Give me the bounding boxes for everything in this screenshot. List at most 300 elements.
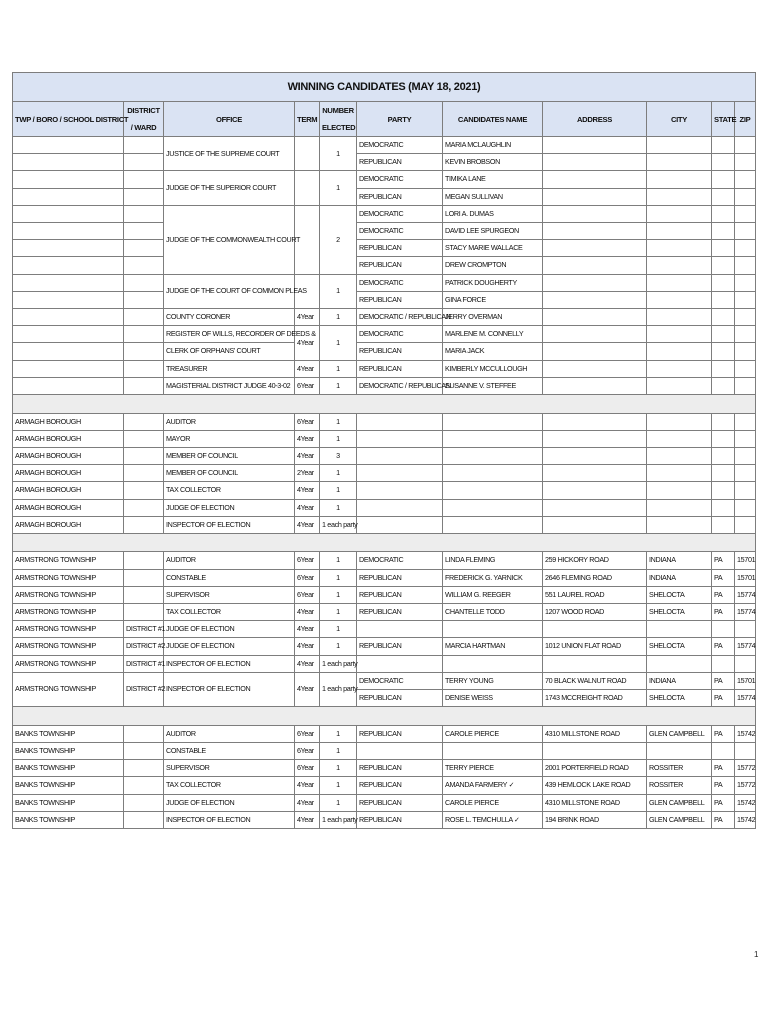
term-cell: 4Year <box>295 430 320 447</box>
state-cell: PA <box>712 672 735 689</box>
table-row <box>13 291 756 308</box>
twp-cell: ARMAGH BOROUGH <box>13 499 124 516</box>
table-row <box>13 257 756 274</box>
table-row <box>13 274 756 291</box>
city-cell <box>647 413 712 430</box>
zip-cell <box>735 516 756 533</box>
col-header-state: STATE <box>712 102 735 137</box>
district-cell <box>124 430 164 447</box>
party-cell: REPUBLICAN <box>357 257 443 274</box>
table-row <box>13 569 756 586</box>
term-cell: 4Year <box>295 482 320 499</box>
table-row <box>13 482 756 499</box>
state-cell <box>712 430 735 447</box>
party-cell: REPUBLICAN <box>357 760 443 777</box>
twp-cell: ARMSTRONG TOWNSHIP <box>13 586 124 603</box>
district-cell <box>124 552 164 569</box>
office-cell: CLERK OF ORPHANS' COURT <box>164 343 295 360</box>
results-sheet <box>12 72 755 829</box>
city-cell: GLEN CAMPBELL <box>647 794 712 811</box>
col-header-city: CITY <box>647 102 712 137</box>
twp-cell: BANKS TOWNSHIP <box>13 811 124 828</box>
table-row <box>13 309 756 326</box>
address-cell <box>543 516 647 533</box>
party-cell <box>357 482 443 499</box>
party-cell: REPUBLICAN <box>357 360 443 377</box>
number-cell: 1 <box>320 430 357 447</box>
party-cell <box>357 413 443 430</box>
address-cell: 1743 MCCREIGHT ROAD <box>543 690 647 707</box>
party-cell: REPUBLICAN <box>357 794 443 811</box>
address-cell <box>543 447 647 464</box>
office-cell: JUSTICE OF THE SUPREME COURT <box>164 137 295 171</box>
number-cell: 1 <box>320 274 357 308</box>
zip-cell: 15772 <box>735 777 756 794</box>
table-row <box>13 240 756 257</box>
twp-cell: ARMSTRONG TOWNSHIP <box>13 604 124 621</box>
candidate-cell: MARIA JACK <box>443 343 543 360</box>
state-cell <box>712 516 735 533</box>
twp-cell: BANKS TOWNSHIP <box>13 725 124 742</box>
candidate-cell <box>443 430 543 447</box>
address-cell <box>543 655 647 672</box>
state-cell <box>712 743 735 760</box>
candidate-cell: TERRY PIERCE <box>443 760 543 777</box>
party-cell <box>357 430 443 447</box>
col-header-term: TERM <box>295 102 320 137</box>
sheet-title: WINNING CANDIDATES (MAY 18, 2021) <box>13 73 756 102</box>
number-cell: 1 <box>320 465 357 482</box>
office-cell: JUDGE OF THE COMMONWEALTH COURT <box>164 205 295 274</box>
table-row <box>13 137 756 154</box>
city-cell: GLEN CAMPBELL <box>647 725 712 742</box>
term-cell: 4Year <box>295 811 320 828</box>
zip-cell <box>735 447 756 464</box>
zip-cell: 15742 <box>735 725 756 742</box>
table-row <box>13 377 756 394</box>
term-cell: 6Year <box>295 413 320 430</box>
table-row <box>13 777 756 794</box>
state-cell <box>712 655 735 672</box>
party-cell: REPUBLICAN <box>357 638 443 655</box>
office-cell: TAX COLLECTOR <box>164 482 295 499</box>
city-cell: SHELOCTA <box>647 586 712 603</box>
party-cell: DEMOCRATIC <box>357 552 443 569</box>
candidate-cell: MARLENE M. CONNELLY <box>443 326 543 343</box>
term-cell: 4Year <box>295 655 320 672</box>
candidate-cell: DAVID LEE SPURGEON <box>443 223 543 240</box>
district-cell <box>124 794 164 811</box>
candidate-cell <box>443 482 543 499</box>
district-cell: DISTRICT #1 <box>124 655 164 672</box>
city-cell <box>647 465 712 482</box>
party-cell: DEMOCRATIC <box>357 205 443 222</box>
zip-cell: 15701 <box>735 552 756 569</box>
city-cell <box>647 516 712 533</box>
term-cell: 4Year <box>295 499 320 516</box>
candidate-cell: TERRY YOUNG <box>443 672 543 689</box>
table-row <box>13 672 756 689</box>
office-cell: SUPERVISOR <box>164 586 295 603</box>
office-cell: INSPECTOR OF ELECTION <box>164 811 295 828</box>
twp-cell: ARMSTRONG TOWNSHIP <box>13 621 124 638</box>
city-cell: INDIANA <box>647 552 712 569</box>
armagh-section <box>13 413 756 533</box>
city-cell: INDIANA <box>647 569 712 586</box>
term-cell: 6Year <box>295 586 320 603</box>
table-row <box>13 760 756 777</box>
city-cell <box>647 482 712 499</box>
address-cell <box>543 621 647 638</box>
candidate-cell: PATRICK DOUGHERTY <box>443 274 543 291</box>
twp-cell: BANKS TOWNSHIP <box>13 777 124 794</box>
number-cell: 1 each party <box>320 672 357 706</box>
candidate-cell: GINA FORCE <box>443 291 543 308</box>
district-cell <box>124 743 164 760</box>
candidate-cell <box>443 621 543 638</box>
address-cell: 70 BLACK WALNUT ROAD <box>543 672 647 689</box>
office-cell: MAGISTERIAL DISTRICT JUDGE 40-3-02 <box>164 377 295 394</box>
table-row <box>13 621 756 638</box>
armstrong-section <box>13 552 756 672</box>
office-cell: JUDGE OF THE COURT OF COMMON PLEAS <box>164 274 295 308</box>
address-cell <box>543 413 647 430</box>
term-cell: 4Year <box>295 360 320 377</box>
office-cell: TREASURER <box>164 360 295 377</box>
district-cell <box>124 604 164 621</box>
city-cell <box>647 621 712 638</box>
twp-cell: ARMAGH BOROUGH <box>13 430 124 447</box>
state-cell <box>712 413 735 430</box>
term-cell: 6Year <box>295 760 320 777</box>
office-cell: MAYOR <box>164 430 295 447</box>
candidate-cell: LORI A. DUMAS <box>443 205 543 222</box>
table-row <box>13 343 756 360</box>
district-cell: DISTRICT #1 <box>124 621 164 638</box>
city-cell: ROSSITER <box>647 760 712 777</box>
office-cell: INSPECTOR OF ELECTION <box>164 516 295 533</box>
office-cell: COUNTY CORONER <box>164 309 295 326</box>
candidate-cell <box>443 655 543 672</box>
district-cell <box>124 777 164 794</box>
candidate-cell <box>443 447 543 464</box>
number-cell: 1 <box>320 777 357 794</box>
address-cell: 2646 FLEMING ROAD <box>543 569 647 586</box>
address-cell: 551 LAUREL ROAD <box>543 586 647 603</box>
state-cell <box>712 465 735 482</box>
section-separator <box>13 707 756 726</box>
section-separator <box>13 395 756 414</box>
twp-cell: ARMSTRONG TOWNSHIP <box>13 638 124 655</box>
candidate-cell: KEVIN BROBSON <box>443 154 543 171</box>
twp-cell: ARMAGH BOROUGH <box>13 413 124 430</box>
candidate-cell: MARIA MCLAUGHLIN <box>443 137 543 154</box>
zip-cell: 15772 <box>735 760 756 777</box>
term-cell: 4Year <box>295 794 320 811</box>
col-header-address: ADDRESS <box>543 102 647 137</box>
term-cell: 4Year <box>295 326 320 360</box>
party-cell: REPUBLICAN <box>357 725 443 742</box>
candidate-cell: CHANTELLE TODD <box>443 604 543 621</box>
state-cell: PA <box>712 604 735 621</box>
term-cell: 4Year <box>295 621 320 638</box>
district-cell <box>124 725 164 742</box>
twp-cell: ARMSTRONG TOWNSHIP <box>13 672 124 706</box>
number-cell: 1 <box>320 137 357 171</box>
number-cell: 1 <box>320 794 357 811</box>
zip-cell <box>735 655 756 672</box>
zip-cell <box>735 621 756 638</box>
party-cell <box>357 516 443 533</box>
city-cell <box>647 655 712 672</box>
address-cell: 194 BRINK ROAD <box>543 811 647 828</box>
office-cell: MEMBER OF COUNCIL <box>164 465 295 482</box>
city-cell: SHELOCTA <box>647 604 712 621</box>
party-cell: DEMOCRATIC <box>357 326 443 343</box>
party-cell: REPUBLICAN <box>357 343 443 360</box>
zip-cell: 15742 <box>735 811 756 828</box>
number-cell: 1 <box>320 309 357 326</box>
party-cell <box>357 743 443 760</box>
number-cell: 1 <box>320 725 357 742</box>
party-cell: DEMOCRATIC <box>357 223 443 240</box>
party-cell: REPUBLICAN <box>357 240 443 257</box>
state-cell: PA <box>712 794 735 811</box>
table-row <box>13 154 756 171</box>
term-cell: 6Year <box>295 552 320 569</box>
table-row <box>13 638 756 655</box>
table-row <box>13 811 756 828</box>
city-cell: SHELOCTA <box>647 638 712 655</box>
table-row <box>13 516 756 533</box>
zip-cell: 15701 <box>735 569 756 586</box>
term-cell: 4Year <box>295 447 320 464</box>
zip-cell <box>735 499 756 516</box>
number-cell: 1 <box>320 586 357 603</box>
term-cell: 6Year <box>295 377 320 394</box>
address-cell <box>543 499 647 516</box>
candidate-cell: MEGAN SULLIVAN <box>443 188 543 205</box>
address-cell <box>543 465 647 482</box>
candidate-cell: TIMIKA LANE <box>443 171 543 188</box>
candidate-cell <box>443 516 543 533</box>
zip-cell <box>735 430 756 447</box>
number-cell: 1 <box>320 638 357 655</box>
number-cell: 1 <box>320 743 357 760</box>
page-number: 1 <box>754 950 759 959</box>
party-cell: REPUBLICAN <box>357 777 443 794</box>
office-cell: TAX COLLECTOR <box>164 777 295 794</box>
district-cell <box>124 499 164 516</box>
table-row <box>13 586 756 603</box>
party-cell <box>357 465 443 482</box>
state-cell <box>712 447 735 464</box>
district-cell <box>124 516 164 533</box>
col-header-candidate: CANDIDATES NAME <box>443 102 543 137</box>
candidate-cell <box>443 413 543 430</box>
table-row <box>13 725 756 742</box>
term-cell: 4Year <box>295 638 320 655</box>
city-cell <box>647 743 712 760</box>
candidate-cell: DENISE WEISS <box>443 690 543 707</box>
office-cell: JUDGE OF ELECTION <box>164 499 295 516</box>
table-row <box>13 205 756 222</box>
zip-cell: 15742 <box>735 794 756 811</box>
office-cell: JUDGE OF ELECTION <box>164 621 295 638</box>
office-cell: INSPECTOR OF ELECTION <box>164 655 295 672</box>
district-cell <box>124 447 164 464</box>
office-cell: JUDGE OF THE SUPERIOR COURT <box>164 171 295 205</box>
city-cell <box>647 430 712 447</box>
table-row <box>13 447 756 464</box>
table-row <box>13 223 756 240</box>
party-cell <box>357 499 443 516</box>
state-cell: PA <box>712 777 735 794</box>
candidate-cell: STACY MARIE WALLACE <box>443 240 543 257</box>
term-cell: 4Year <box>295 672 320 706</box>
state-cell: PA <box>712 638 735 655</box>
state-cell: PA <box>712 690 735 707</box>
city-cell <box>647 499 712 516</box>
zip-cell <box>735 743 756 760</box>
zip-cell <box>735 482 756 499</box>
district-cell <box>124 760 164 777</box>
state-cell: PA <box>712 725 735 742</box>
party-cell <box>357 621 443 638</box>
candidate-cell: KIMBERLY MCCULLOUGH <box>443 360 543 377</box>
city-cell: SHELOCTA <box>647 690 712 707</box>
number-cell: 3 <box>320 447 357 464</box>
col-header-twp: TWP / BORO / SCHOOL DISTRICT <box>13 102 124 137</box>
party-cell: REPUBLICAN <box>357 811 443 828</box>
table-row <box>13 171 756 188</box>
number-cell: 1 <box>320 360 357 377</box>
office-cell: AUDITOR <box>164 413 295 430</box>
office-cell: AUDITOR <box>164 552 295 569</box>
district-cell <box>124 811 164 828</box>
district-cell <box>124 569 164 586</box>
zip-cell: 15774 <box>735 604 756 621</box>
candidate-cell: WILLIAM G. REEGER <box>443 586 543 603</box>
state-cell <box>712 482 735 499</box>
city-cell <box>647 447 712 464</box>
office-cell: SUPERVISOR <box>164 760 295 777</box>
city-cell: ROSSITER <box>647 777 712 794</box>
table-row <box>13 326 756 343</box>
office-cell: CONSTABLE <box>164 569 295 586</box>
district-cell <box>124 482 164 499</box>
party-cell: REPUBLICAN <box>357 586 443 603</box>
party-cell: DEMOCRATIC <box>357 274 443 291</box>
office-cell: AUDITOR <box>164 725 295 742</box>
party-cell: DEMOCRATIC <box>357 672 443 689</box>
state-cell: PA <box>712 552 735 569</box>
table-row <box>13 413 756 430</box>
party-cell: REPUBLICAN <box>357 569 443 586</box>
party-cell: DEMOCRATIC / REPUBLICAN <box>357 377 443 394</box>
party-cell: DEMOCRATIC / REPUBLICAN <box>357 309 443 326</box>
zip-cell: 15701 <box>735 672 756 689</box>
twp-cell: ARMAGH BOROUGH <box>13 447 124 464</box>
address-cell: 1207 WOOD ROAD <box>543 604 647 621</box>
candidate-cell: DREW CROMPTON <box>443 257 543 274</box>
address-cell: 259 HICKORY ROAD <box>543 552 647 569</box>
zip-cell: 15774 <box>735 690 756 707</box>
party-cell <box>357 447 443 464</box>
candidates-table <box>12 72 756 829</box>
term-cell: 4Year <box>295 309 320 326</box>
twp-cell: ARMAGH BOROUGH <box>13 482 124 499</box>
office-cell: JUDGE OF ELECTION <box>164 638 295 655</box>
candidate-cell: MARCIA HARTMAN <box>443 638 543 655</box>
district-cell <box>124 586 164 603</box>
col-header-district: DISTRICT / WARD <box>124 102 164 137</box>
term-cell: 4Year <box>295 777 320 794</box>
term-cell: 4Year <box>295 516 320 533</box>
table-row <box>13 360 756 377</box>
number-cell: 1 <box>320 621 357 638</box>
office-cell: CONSTABLE <box>164 743 295 760</box>
table-row <box>13 430 756 447</box>
candidate-cell: CAROLE PIERCE <box>443 794 543 811</box>
office-cell: REGISTER OF WILLS, RECORDER OF DEEDS & <box>164 326 295 343</box>
number-cell: 1 <box>320 604 357 621</box>
zip-cell <box>735 413 756 430</box>
party-cell: REPUBLICAN <box>357 690 443 707</box>
city-cell: INDIANA <box>647 672 712 689</box>
twp-cell: ARMAGH BOROUGH <box>13 516 124 533</box>
table-row <box>13 552 756 569</box>
term-cell: 6Year <box>295 743 320 760</box>
state-cell: PA <box>712 811 735 828</box>
state-cell <box>712 499 735 516</box>
col-header-office: OFFICE <box>164 102 295 137</box>
district-cell: DISTRICT #2 <box>124 672 164 706</box>
table-row <box>13 604 756 621</box>
table-row <box>13 655 756 672</box>
address-cell: 4310 MILLSTONE ROAD <box>543 794 647 811</box>
table-row <box>13 188 756 205</box>
party-cell: REPUBLICAN <box>357 188 443 205</box>
candidate-cell <box>443 499 543 516</box>
table-row <box>13 499 756 516</box>
term-cell: 4Year <box>295 604 320 621</box>
candidate-cell: FREDERICK G. YARNICK <box>443 569 543 586</box>
section-separator <box>13 533 756 552</box>
candidate-cell: SUSANNE V. STEFFEE <box>443 377 543 394</box>
table-row <box>13 465 756 482</box>
number-cell: 1 each party <box>320 655 357 672</box>
candidate-cell <box>443 743 543 760</box>
address-cell: 1012 UNION FLAT ROAD <box>543 638 647 655</box>
state-cell: PA <box>712 569 735 586</box>
twp-cell: ARMSTRONG TOWNSHIP <box>13 655 124 672</box>
number-cell: 1 <box>320 377 357 394</box>
twp-cell: BANKS TOWNSHIP <box>13 794 124 811</box>
candidate-cell <box>443 465 543 482</box>
table-row <box>13 743 756 760</box>
number-cell: 1 <box>320 171 357 205</box>
number-cell: 1 <box>320 482 357 499</box>
office-cell: TAX COLLECTOR <box>164 604 295 621</box>
twp-cell: ARMSTRONG TOWNSHIP <box>13 552 124 569</box>
party-cell: REPUBLICAN <box>357 154 443 171</box>
candidate-cell: AMANDA FARMERY ✓ <box>443 777 543 794</box>
banks-section <box>13 725 756 828</box>
party-cell: REPUBLICAN <box>357 604 443 621</box>
number-cell: 1 <box>320 499 357 516</box>
state-cell <box>712 621 735 638</box>
